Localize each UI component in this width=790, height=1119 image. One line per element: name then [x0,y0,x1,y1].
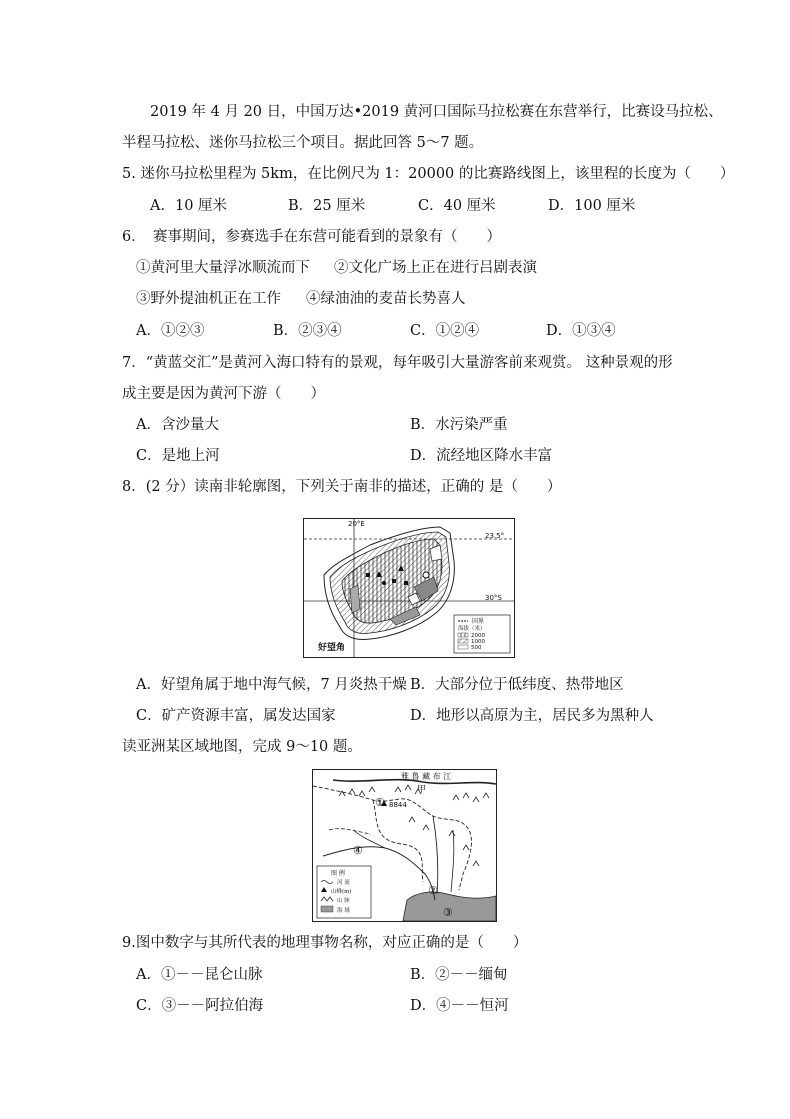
q7-stem-line-2: 成主要是因为黄河下游（ ） [122,386,325,402]
q6-option-d: D．①③④ [546,323,616,339]
meridian-label: 20°E [348,520,365,528]
q9-stem: 9.图中数字与其所代表的地理事物名称，对应正确的是（ ） [122,935,528,951]
legend-border-label: 国界 [472,618,485,625]
q7-stem-line-1: 7．“黄蓝交汇”是黄河入海口特有的景观，每年吸引大量游客前来观赏。 这种景观的形 [122,355,673,371]
legend-sea: 海 域 [337,908,350,914]
legend-level-2000: 2000 [471,633,485,639]
peak-label: 8844 [389,801,407,809]
asia-intro: 读亚洲某区域地图，完成 9～10 题。 [122,739,362,755]
legend-level-500: 500 [471,645,482,651]
q5-option-c: C．40 厘米 [418,198,496,214]
cape-label: 好望角 [318,643,346,653]
q7-option-d: D．流经地区降水丰富 [410,448,553,464]
marker-2: ② [428,884,438,897]
intro-line-1: 2019 年 4 月 20 日，中国万达•2019 黄河口国际马拉松赛在东营举行，比赛设马拉松、 [150,104,723,120]
q9-option-d: D．④－－恒河 [410,998,509,1014]
legend-peak: 山峰(m) [331,889,352,895]
q8-stem: 8．(2 分）读南非轮廓图，下列关于南非的描述，正确的 是（ ） [122,479,562,495]
q5-stem: 5. 迷你马拉松里程为 5km，在比例尺为 1：20000 的比赛路线图上，该里程的长度为（ ） [122,166,735,182]
river-label: 雅 鲁 藏 布 江 [401,772,452,781]
q7-option-b: B．水污染严重 [410,417,508,433]
q6-stem: 6． 赛事期间，参赛选手在东营可能看到的景象有（ ） [122,229,501,245]
intro-line-2: 半程马拉松、迷你马拉松三个项目。据此回答 5～7 题。 [122,135,484,151]
asia-region-map [312,769,497,922]
legend-mountain: 山 脉 [337,898,350,904]
q8-option-a: A．好望角属于地中海气候，7 月炎热干燥 [136,677,407,693]
legend-river: 河 流 [337,880,350,886]
q6-item-2: ②文化广场上正在进行吕剧表演 [334,260,537,276]
q7-option-c: C．是地上河 [136,448,220,464]
marker-1: ① [375,796,385,809]
q5-option-b: B．25 厘米 [288,198,366,214]
q8-option-d: D．地形以高原为主，居民多为黑种人 [410,708,654,724]
q6-option-b: B．②③④ [273,323,342,339]
q9-option-a: A．①－－昆仑山脉 [136,967,263,983]
south-africa-map [303,518,515,658]
legend-title: 图 例 [331,870,345,877]
marker-4: ④ [353,844,363,857]
tropic-label: 23.5° [485,532,505,540]
q6-item-4: ④绿油油的麦苗长势喜人 [306,291,466,307]
q8-option-b: B．大部分位于低纬度、热带地区 [410,677,624,693]
q5-option-a: A．10 厘米 [150,198,228,214]
q9-option-c: C．③－－阿拉伯海 [136,998,264,1014]
q9-option-b: B．②－－缅甸 [410,967,508,983]
q6-option-c: C．①②④ [410,323,480,339]
q6-item-3: ③野外提油机正在工作 [136,291,281,307]
q6-option-a: A．①②③ [136,323,205,339]
q7-option-a: A．含沙量大 [136,417,219,433]
legend-level-1000: 1000 [471,639,485,645]
q8-option-c: C．矿产资源丰富，属发达国家 [136,708,336,724]
legend-elevation-label: 海拔（米） [458,626,486,632]
q6-item-1: ①黄河里大量浮冰顺流而下 [136,260,310,276]
q5-option-d: D．100 厘米 [548,198,636,214]
marker-3: ③ [443,906,453,919]
jia-label: 甲 [417,785,427,795]
parallel-label: 30°S [485,594,502,602]
